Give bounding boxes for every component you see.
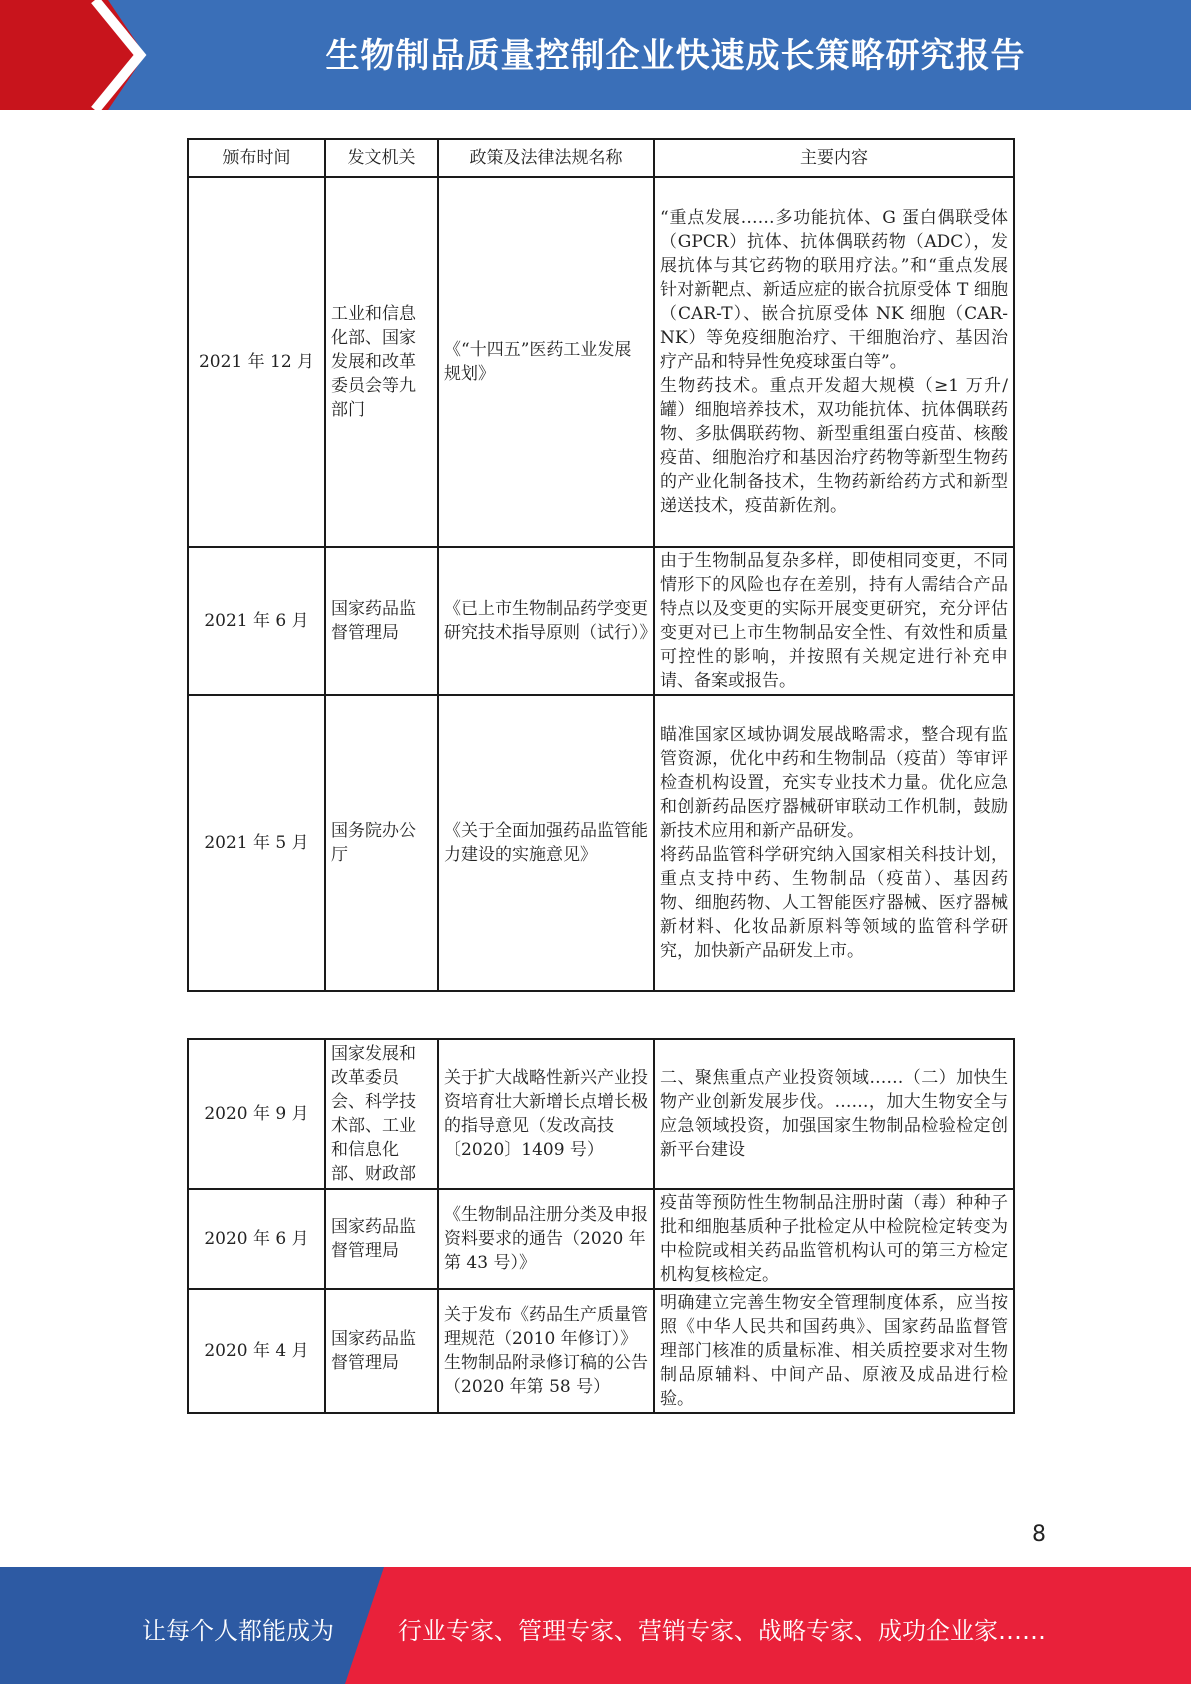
table-row [188,177,1014,547]
row-issuer: 国家药品监督管理局 [325,547,438,695]
column-header-issuer: 发文机关 [325,139,438,177]
row-date: 2021 年 5 月 [188,695,325,991]
row-issuer: 国家药品监督管理局 [325,1189,438,1289]
row-issuer: 国务院办公厅 [325,695,438,991]
content-paragraph: 将药品监管科学研究纳入国家相关科技计划，重点支持中药、生物制品（疫苗）、基因药物、细胞药物、人工智能医疗器械、医疗器械新材料、化妆品新原料等领域的监管科学研究，加快新产品研发上市。 [660,845,1008,961]
row-content [654,695,1014,991]
content-paragraph: “重点发展……多功能抗体、G 蛋白偶联受体（GPCR）抗体、抗体偶联药物（ADC），发展抗体与其它药物的联用疗法。”和“重点发展针对新靶点、新适应症的嵌合抗原受体 T 细胞（CAR-T）、嵌合抗原受体 NK 细胞（CAR-NK）等免疫细胞治疗、干细胞治疗、基因治疗产品和特异性免疫球蛋白等”。 [660,208,1008,372]
table-row [188,1039,1014,1189]
content-paragraph: 生物药技术。重点开发超大规模（≥1 万升/罐）细胞培养技术，双功能抗体、抗体偶联药物、多肽偶联药物、新型重组蛋白疫苗、核酸疫苗、细胞治疗和基因治疗药物等新型生物药的产业化制备技术，生物药新给药方式和新型递送技术，疫苗新佐剂。 [660,376,1008,516]
page-header [0,0,1191,110]
row-policy-name: 《“十四五”医药工业发展规划》 [438,177,654,547]
policy-table-part-1 [187,138,1015,992]
row-content [654,547,1014,695]
row-date: 2020 年 6 月 [188,1189,325,1289]
row-policy-name: 《生物制品注册分类及申报资料要求的通告（2020 年第 43 号）》 [438,1189,654,1289]
table-header-row [188,139,1014,177]
content-paragraph: 二、聚焦重点产业投资领域……（二）加快生物产业创新发展步伐。……，加大生物安全与应急领域投资，加强国家生物制品检验检定创新平台建设 [660,1068,1008,1160]
row-date: 2020 年 9 月 [188,1039,325,1189]
column-header-content: 主要内容 [654,139,1014,177]
row-content [654,1189,1014,1289]
row-date: 2021 年 12 月 [188,177,325,547]
report-title: 生物制品质量控制企业快速成长策略研究报告 [325,36,1026,76]
row-content [654,1289,1014,1413]
row-issuer: 工业和信息化部、国家发展和改革委员会等九部门 [325,177,438,547]
column-header-date: 颁布时间 [188,139,325,177]
content-paragraph: 瞄准国家区域协调发展战略需求，整合现有监管资源，优化中药和生物制品（疫苗）等审评检查机构设置，充实专业技术力量。优化应急和创新药品医疗器械研审联动工作机制，鼓励新技术应用和新产品研发。 [660,725,1008,841]
row-policy-name: 《关于全面加强药品监管能力建设的实施意见》 [438,695,654,991]
table-row [188,1189,1014,1289]
row-issuer: 国家药品监督管理局 [325,1289,438,1413]
row-date: 2020 年 4 月 [188,1289,325,1413]
row-date: 2021 年 6 月 [188,547,325,695]
row-policy-name: 《已上市生物制品药学变更研究技术指导原则（试行）》 [438,547,654,695]
footer-slogan-right: 行业专家、管理专家、营销专家、战略专家、成功企业家…… [398,1617,1046,1645]
content-paragraph: 明确建立完善生物安全管理制度体系，应当按照《中华人民共和国药典》、国家药品监督管理部门核准的质量标准、相关质控要求对生物制品原辅料、中间产品、原液及成品进行检验。 [660,1293,1008,1409]
row-issuer: 国家发展和改革委员会、科学技术部、工业和信息化部、财政部 [325,1039,438,1189]
row-content [654,177,1014,547]
footer-slogan-left: 让每个人都能成为 [142,1617,334,1645]
content-paragraph: 由于生物制品复杂多样，即使相同变更，不同情形下的风险也存在差别，持有人需结合产品特点以及变更的实际开展变更研究，充分评估变更对已上市生物制品安全性、有效性和质量可控性的影响，并按照有关规定进行补充申请、备案或报告。 [660,551,1008,691]
table-row [188,695,1014,991]
page-number: 8 [1032,1522,1046,1547]
table-row [188,1289,1014,1413]
row-policy-name: 关于扩大战略性新兴产业投资培育壮大新增长点增长极的指导意见（发改高技〔2020〕1409 号） [438,1039,654,1189]
row-content [654,1039,1014,1189]
page-footer [0,1567,1191,1684]
table-row [188,547,1014,695]
row-policy-name: 关于发布《药品生产质量管理规范（2010 年修订）》生物制品附录修订稿的公告（2020 年第 58 号） [438,1289,654,1413]
policy-table-part-2 [187,1038,1015,1414]
content-paragraph: 疫苗等预防性生物制品注册时菌（毒）种种子批和细胞基质种子批检定从中检院检定转变为中检院或相关药品监管机构认可的第三方检定机构复核检定。 [660,1193,1008,1285]
column-header-policy-name: 政策及法律法规名称 [438,139,654,177]
